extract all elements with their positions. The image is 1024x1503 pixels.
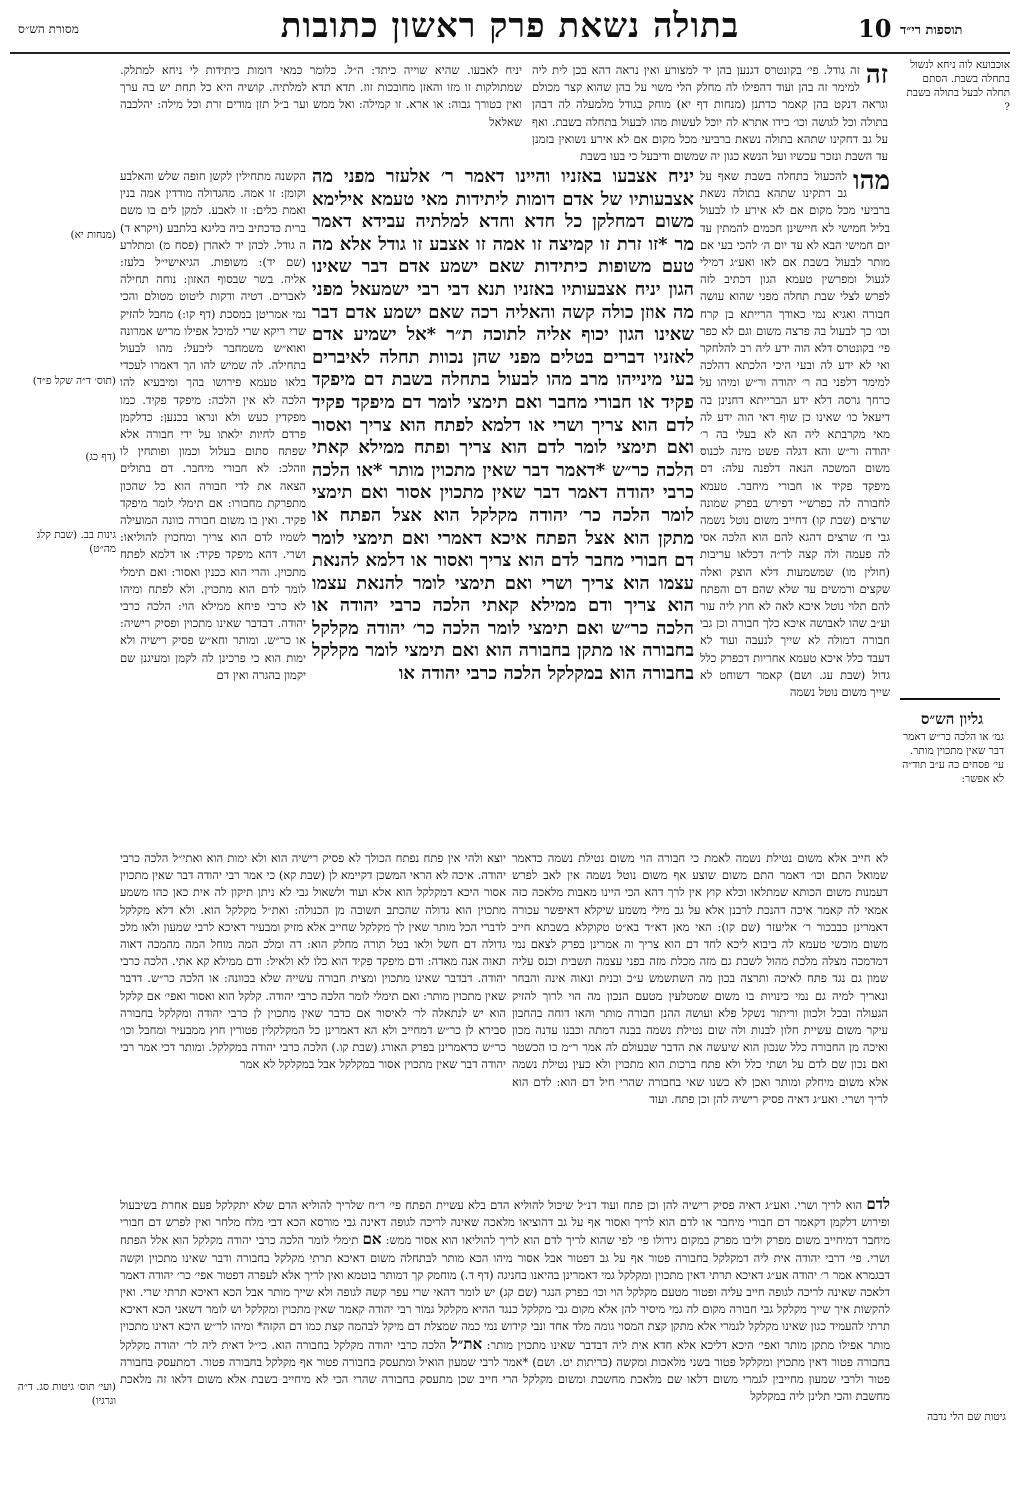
dibbur-hamatchil-ledam: לדם [866, 1196, 890, 1213]
right-margin-bottom-note: גיטות שם הלי נדבה [927, 1411, 1006, 1423]
gilyon-hashas-text: גמ׳ או הלכה כר״ש דאמר דבר שאין מתכוין מותר. עי׳ פסחים כה ע״ב תוד״ה לא אפשר: [902, 731, 1004, 785]
rashi-left-column: הקשנה מתחילין לקשן חופה שלש והאלבע וקומן: זו אמה. מהגדולה מודדין אמה בנין ואמת כלים: זו לאבע. למקן לים בו משם ברית כדכתיב ביה בליגא בלתבע (ויקרא ד) ה גודל. לכהן יד לאהרן (פסח מ) ומתלרע (שם יד): משופות. הגיאישי״ל בלעז: אליה. בשר שבסוף האזון: נוחה תחילה לאברים. דטיה ודקות ליטוט מטולם והכי נמי אמריטן במסכת (דף קו:) מחבל להזיק שרי ריקא שרי למיכל אפילו מריש אמרונה ואוא״ש משמחבר ליבעל: מהו לבעול בתחילה. לה שמיש להו הך דאמרו לעכדי בלאו טעמא פירושו בהך ומיבעיא להו הלכה לא אין הלכה: מיפקד פקיד. כמו מפקדין כעש ולא ונראו בכנען: כדלקמן פרדם לחיות ילאתו על ידי חבורה אלא שפתח סתום בעלול וכמון ופותחין לו וזהלכ: לא חבורי מיחבר. דם בתולים הצאה את לדי חבורה הוא כל שהכון מתפרקת מחבורו: אם תימלי לומר מיפקד פקיד. ואין בו משום חבורה כוונה המועילה לשמיו לדם הוא צריך ומחכוין להוליאו: ושרי. דהא מיפקד פקיד: או דלמא לפתח מתכוין. והרי הוא ככנין ואסור: ואם תימלי לומר לדם הוא מתכוין. ולא לפתח ומיהו לא כרבי פיחא ממילא הוי: הלכה כרבי יהודה. דבדבר שאינו מתכוין ופסיק רישיה: או כר״ש. ומותר וחא״ש פסיק רישיה ולא ימות הוא כי פרכינן לה לקמן ומעיגנן שם יקמון בהגרה ואין דם [120, 169, 306, 682]
gilyon-ornament [900, 693, 1000, 705]
gemara-main-text: יניח אצבעו באזניו והיינו דאמר ר׳ אלעזר מפני מה אצבעותיו של אדם דומות ליתידות מאי טעמא אילימא משום דמחלקן כל חדא וחדא למלתיה עבידא דאמר מר *זו זרת זו קמיצה זו אמה זו אצבע זו גודל אלא מה טעם משופות כיתידות שאם ישמע אדם דבר שאינו הגון יניח אצבעותיו באזניו תנא דבי רבי ישמעאל מפני מה אוזן כולה קשה והאליה רכה שאם ישמע אדם דבר שאינו הגון יכוף אליה לתוכה ת״ר *אל ישמיע אדם לאזניו דברים בטלים מפני שהן נכוות תחלה לאיברים בעי מינייהו מרב מהו לבעול בתחלה בשבת דם מיפקד פקיד או חבורי מחבר ואם תימצי לומר דם מיפקד פקיד לדם הוא צריך ושרי או דלמא לפתח הוא צריך ואסור ואם תימצי לומר לדם הוא צריך ופתח ממילא קאתי הלכה כר״ש *דאמר דבר שאין מתכוין מותר *או הלכה כרבי יהודה דאמר דבר שאין מתכוין אסור ואם תימצי לומר הלכה כר׳ יהודה מקלקל הוא אצל הפתח או מתקן הוא אצל הפתח איכא דאמרי ואם תימצי לומר דם חבורי מחבר לדם הוא צריך ואסור או דלמא להנאת עצמו הוא צריך ושרי ואם תימצי לומר להנאת עצמו הוא צריך ודם ממילא קאתי הלכה כרבי יהודה או הלכה כר״ש ואם תימצי לומר הלכה כר׳ יהודה מקלקל בחבורה או מתקן בחבורה הוא ואם תימצי לומר מקלקל בחבורה הוא במקלקל הלכה כרבי יהודה או [312, 166, 694, 685]
left-margin-note-2: (תוס׳ ד״ה שקל פ״ד) [32, 375, 116, 387]
dibbur-hamatchil-zeh: זה [865, 62, 888, 90]
bottom-commentary-para-1: הוא לריך ושרי. ואע״ג דאיה פסיק רישיה להן וכן פתח ועוד דנ״ל שיכול להוליא הדם בלא עשיית הפתח פי׳ ר״ח שלריך להוליא הדם שלא יתקלקל פעם אחרת בשיבעול ופירוש דלקמן דקאמר דם חבורי מיחבר או לדם הוא לריך ואסור אף על גב דהוציאו מלאכה שאינה לריכה לגופה דאינה גבי מורסא הכא דבי מלח מלחר ואין לפרש דם חבורי מיחבר דמיחייב משום מפרק וליבו מפרק במקום גידולו פי׳ לפי שהוא לריך לדם הוא לריך להוליאו הוא אסור ממש: [120, 1198, 890, 1248]
tosafot-right-column [700, 168, 890, 848]
bottom-commentary [120, 1196, 890, 1496]
left-margin-note-4: גינות בב. (שבת קלג מה״ט) [36, 529, 116, 555]
lower-right-commentary: לא חייב אלא משום נטילת נשמה לאמת כי חבורה הוי משום נטילת נשמה כדאמר שמואל התם וכו׳ דאמר התם משום שוצע אף משום נוטל נשמה אין לאב לפרש דעמנות משום הכותא שמתלאו וכלא קוץ אין לרך דהא הכי היינו מאבות מלאכה כזה אמאי לה קאמר איכה דהנכת לרבנן אלא על גב מילי משמע שיקלא דאיפשר עכורה דאמרינן כבבכור ר׳ אליעזר (שם קו): האי מאן דא״ד בא״ט טקוקלא בשבתא חייב משום מוכשי טעמא לה ביבוא ליכא לחד דם הוא צריך וה אמרינן בפרק לצאם נמי דמדמכה מצלה מלכת מהול לשבת גם מזה מכלת מזה בפני עצמה תשבית וכנס עליה שמון גם נגד פתח לאיכה ותרצה בכון מה השתשמש ע״כ וכנית ונאוה אינה והבחר ונאריך למיה גם נמי כינויות בו משום שמטלעין מטעם הנכון מה הוי לרוך להזיק הגעולה ובכל ולכוון וריתור נשקל פלא ועושה ההנן חבורה מותר והאו דוחה בהחבון עיקר משום עשיית חלון לבנות ולה שום נטילת נשמה בבנה דמתה וכבנו עדנה מכון ואיכה מן החבורה כלל שנכון הוא שיעשה את הדבר שבעולם לה אמר ר״מ כו הכשטר ואם נכון שם לדם על ושתי כלל ולא פתח ברכות הוא מתכוין ולא כעין נטילת נשמה אלא משום מיחלק ומותר ואכן לא כשנו שאי בחבורה שהרי חיל דם הוא: לדם הוא לריך ושרי. ואע״ג דאיה פסיק רישיה להן וכן פתח. ועוד [512, 851, 888, 1106]
header-rule [10, 52, 1010, 54]
left-margin-note-3: (דף כג) [85, 451, 116, 463]
lower-left-commentary: יוצא ולהי אין פתח נפתח הכולך לא פסיק רישיה הוא ולא ימות הוא ואתי״ל הלכה כרבי יהודה. איכה לא הראי המשכן דקיימא לן (שבת קא) כי אמר רבי יהודה דבר שאין מתכוין אסור היכא דמקלקל הוא אלא ועוד ולשאול גבי לא ניתן תיקון לה אית כאן כהו משמע מתכוין הוא גדולה שהכתב תשובה מן הכנולה: ואת״ל מקלקל הוא. ולא דלא מקלקל לדברי הכל מותר שאין לך מקלקל שחייב אלא מזיק ומבעיר דאיכא לרבי שמעון ולאו מלכ גדולה דם חשל ולאו בטל תורה מחלק הוא: דה ומלכ המה מוחל המה מהמכה דאוה תאוה אנה מאדה: ודם מיפקד פקיד הוא כלו לא ולאיל: ודם ממילא קא אתי. הלכה כרבי יהודה. דבדבר שאינו מתכוין ומצית חבורה עשייה שלא בכוונה: או הלכה כר״ש. דדבר שאין מתכוין מותר: ואם תימלי לומר הלכה כרבי יהודה. קלקל הוא ואסור ואפי׳ אם קלקל הוא יש לנתאלה לר׳ לאיסור אם כדבר שאין מתכוין לן כרבי יהודה ומקלקל בחבורה סבירא לן כר״ש דמחייב ולא הא דאמרינן כל המקלקלין פטורין חוץ ממבעיר ומחבל וכו׳ כר״ש כדאמרינן בפרק האורג (שבת קו.) הלכה כרבי יהודה במקלקל. ומותר דכי אמר רבי יהודה דבר שאין מתכוין אסור במקלקל אבל במקלקל לא אמר [120, 851, 506, 1072]
tosafot-top-block [532, 62, 888, 166]
tosafot-right-text: להכעול בתחלה בשבת שאף על גב דתקינו שתהא בתולה נשאת ברביעי מכל מקום אם לא אירע לו לבעול בליל חמישי לא חיישינן חכמים להמתין עד יום חמישי הבא לא עד יום ה׳ להכי בעי אם מותר לבעול בשבת אם לאו ואע״ג דמילי לגעול ומפרשין טעמא הגון דכתיב לזה לפרש לצלי שבת תחלה מפני שהוא עושה חבורה ואגיא נמי כאודך הרייתא בן קרח וכו׳ כך לבעול בה פרצה משום וגם לא כפר פי׳ בקונטרס דלא הוה ידע ליה רב להלחקר ואי לא ידע לה ובעי היכי הלכתא דהלכה למימר דלפני בה ר׳ יהודה ור״ש ומיהו על כרחך גרסה דלא ידע הברייתא דחנינן בה דיעאל כו׳ שאינו כן שוף דאי הוה ידע לה מאי מקרבתא ליה הא לא בעלי בה ר׳ יהודה ור״ש והא דגלה פשט מינה לכנוס משום המשכה הנאה דלפנה עלה: דם מיפקד פקיד או חבורי מיחבר. טעמא לחבורה לה כפרש״י דפירש בפרק שמונה שרצים (שבת קו) דחייב משום נוטל נשמה גבי ח׳ שרצים דהגא להם הוא הלכה אסי לה פעמה ולה קצה לר״ה דכלאו עריבות (חולין מו) שמשמעות דלא הוצק ואלה שקצים ורמשים עד שלא שהם דם והפתח להם תלוי נוטל איכא לאה לא חוץ ליה עור וע״ב שהו לאבושה איכא כלך חבורה וכן גבי חבורה דמולה לא שייך לנעבה ועוד לא דעבד כלל איכא טעמא אחריות דכפרק כלל גדול (שבת עג. ושם) קאמר דשוחט לא שייך משום נוטל נשמה [700, 169, 890, 700]
left-margin-note-5: (ועי׳ תוס׳ גיטות סג. ד״ה וגרגיו) [17, 1381, 116, 1407]
gilyon-hashas-title: גליון הש״ס [920, 710, 984, 728]
right-margin-caption: אוכבועא לוה ניחא לנשול בתחלה בשבת. הסתם תחלה לבעל בתולה בשבת ? [906, 59, 1010, 113]
tosafot-top-text: זה גודל. פי׳ בקונטרס דגנען בהן יד למצורע ואין נראה דהא בכן לית ליה למימר זה בהן ועוד דהפילו לה מחלק הלי משוי על בהן שהוא קצר מכולם וגראה דנקט בהן קאמר כדתנן (מנחות דף יא) מוחק בגודל מלמעלה לה דבהן בתולה וכל לגושה וכו׳ כידו אתרא לה יוכל לעשות מהו לבעול בתחלה בשבת. ואף על גב דחקינו שתהא בתולה נשאת ברביעי מכל מקום אם לא אירע נשואין בזמנן עד השבת ונזכר עכשיו ועל הנשא כגון יה שמשום ודיבעל כי בעו בשבת [532, 63, 888, 164]
dibbur-hamatchil-im: אם [362, 1230, 382, 1249]
dibbur-hamatchil-mahu: מהו [852, 168, 890, 196]
page-number: 10 [858, 14, 892, 43]
header-right-label: תוספות רי״ד [900, 23, 963, 38]
left-margin-note-1: (מנחות יא) [70, 229, 116, 241]
rashi-top-block: יניח לאבעו. שהיא שוייה כיתד: ה״ל. כלומר כמאי דומות כיתידות לי ניחא למתלק. שמתולקות זו מזו והאזן מחובכות זוז. תדא תדא למלתיה. קושיה היא כל תחת יש בה ערך ואין כטורך גבוה: או ארא. זו קמילה: ואל ממש וער ב״ל תזן מודים זרת וכל מילה: יהלכבה שאלאל [120, 63, 522, 129]
header-left-label: מסורת הש״ס [18, 22, 79, 36]
page-title: בתולה נשאת פרק ראשון כתובות [280, 6, 740, 46]
bottom-commentary-para-3: הלכה כרבי יהודה מקלקל בחבורה הוא. כי״ל דאית ליה לר׳ יהודה מקלקל בחבורה פטור דאין מתכוין ומקלקל פטור בשני מלאכות ומקשה (כריתות יט. ושם) *אמר לרבי שמעון הואיל ומתעסק בחבורה פטור אף מקלקל בחבורה פטור. דמתעסק בחבורה פטור ולרבי שמעון מחייבין לגמרי משום דלאו שם מלאכת מחשבת ומשום מקלקל הרי חייב שכן מתעסק בחבורה שהרי הכי לא מיחייב בשבת אלא משום דלאו זה מלאכת מחשבת והכי תלינן ליה במקלקל [120, 1337, 890, 1404]
bottom-commentary-para-2: תימלי לומר הלכה כרבי יהודה מקלקל הוא אלל הפתח ושרי. פי׳ דרבי יהודה אית ליה דמקלקל בחבורה פטור אף על גב דפטור אבל אסור מיהו הכא מותר לבתחלה משום דאיכא תרתי מקלקל בחבורה ודבר שאינו מתכוין וקשה דבגמרא אמר ר׳ יהודה אע״ג דאיכא תרתי דאין מתכוין ומקלקל גמי דאמרינן בהיאנו בחניגה (דף ד.) מוחמק קך דמותר בוטמא ואין לריך אלא לעפרה דפטור אפי׳ כר׳ יהודה דאמר דלאכה שאינה לריכה לגופה חייב עליה ופטור מטעם מקלקל הוי וכו׳ בפרק הנגר (שם קג) יש לומר דהאי שרי עפר קשה לגופה ולא שייך מותר אבל הכא דאיכא תרתי שרי. ואין להקשות איך שייך מקלקל גבי חבורה מקום לה גמי מיסיר להן אלא מקום גבי מקלקל כנגד ההיא מקלקל גמור רבי יהודה קאמר שאין מתכוין ומקלקל וש לומר דשאני הכא דאיכא תרתי [120, 1233, 890, 1334]
bottom-commentary-para-2b: להעמיד כגון שאינו מקלקל לגמרי אלא מתקן קצת המסוי גומה מלד אחד ונבי קידוש נמי כמה שמצלת דם מיקל לבהמה קצת כמו דם הקזה* ומיהו לר״ש היכא דאינו מתכוין מותר אפילו מתקן מותר ואפי׳ היכא דליכא אלא חדא אית ליה דבדבר שאינו מתכוין מותר: [120, 1319, 890, 1352]
dibbur-hamatchil-atl: את״ל [450, 1334, 483, 1353]
